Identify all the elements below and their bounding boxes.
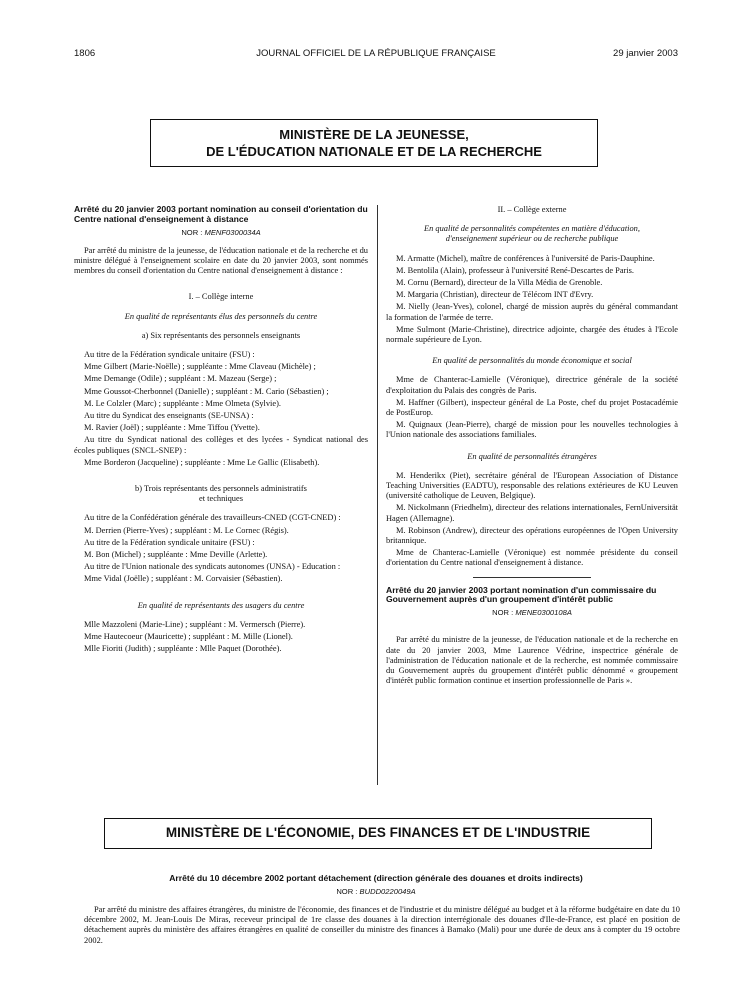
list-item: Au titre de l'Union nationale des syndicats autonomes (UNSA) - Education : bbox=[84, 562, 341, 572]
nor-label: NOR : bbox=[336, 887, 360, 896]
right-column bbox=[386, 205, 678, 689]
list-item: Au titre de la Confédération générale des travailleurs-CNED (CGT-CNED) : bbox=[84, 513, 341, 523]
list-item: Au titre du Syndicat des enseignants (SE-UNSA) : bbox=[84, 411, 254, 421]
issue-date: 29 janvier 2003 bbox=[613, 48, 678, 59]
left-column bbox=[74, 205, 368, 656]
decree-title: Arrêté du 20 janvier 2003 portant nomination d'un commissaire du Gouvernement auprès d'un groupement d'intérêt public bbox=[386, 584, 657, 605]
list-item: Mme de Chanterac-Lamielle (Véronique) est nommée présidente du conseil d'orientation du Centre national d'enseignement à distance. bbox=[386, 548, 678, 568]
decree-title: Arrêté du 10 décembre 2002 portant détachement (direction générale des douanes et droits indirects) bbox=[169, 873, 583, 883]
list-item: M. Nielly (Jean-Yves), colonel, chargé de mission auprès du général commandant la formation de l'armée de terre. bbox=[386, 302, 678, 322]
group-heading-cont: et techniques bbox=[199, 494, 243, 504]
list-item: M. Bentolila (Alain), professeur à l'université René-Descartes de Paris. bbox=[396, 265, 635, 275]
list-item: Mme Vidal (Joëlle) ; suppléant : M. Corvaisier (Sébastien). bbox=[84, 574, 283, 584]
list-item: Mme de Chanterac-Lamielle (Véronique), directrice générale de la société d'exploitation du Palais des congrès de Paris. bbox=[386, 375, 678, 395]
subsection-heading: En qualité de représentants élus des personnels du centre bbox=[124, 311, 318, 321]
list-item: Mme Gilbert (Marie-Noëlle) ; suppléante : Mme Claveau (Michèle) ; bbox=[84, 362, 316, 372]
subsection-heading: En qualité de représentants des usagers du centre bbox=[137, 600, 305, 610]
list-item: M. Derrien (Pierre-Yves) ; suppléant : M. Le Cornec (Régis). bbox=[84, 525, 289, 535]
list-item: M. Bon (Michel) ; suppléante : Mme Deville (Arlette). bbox=[84, 550, 268, 560]
subsection-heading: En qualité de personnalités compétentes en matière d'éducation, bbox=[424, 224, 640, 234]
list-item: Mme Sulmont (Marie-Christine), directrice adjointe, chargée des études à l'Ecole normale supérieure de Lyon. bbox=[386, 324, 678, 345]
list-item: Mme Goussot-Cherbonnel (Danielle) ; suppléant : M. Cario (Sébastien) ; bbox=[84, 386, 329, 396]
list-item: M. Haffner (Gilbert), inspecteur général de La Poste, chef du projet Postacadémie de PostEurop. bbox=[386, 397, 678, 418]
nor-reference bbox=[74, 228, 368, 238]
list-item: Au titre de la Fédération syndicale unitaire (FSU) : bbox=[84, 350, 255, 360]
list-item: M. Le Colzler (Marc) ; suppléante : Mme Olmeta (Sylvie). bbox=[84, 398, 281, 408]
subsection-heading-cont: d'enseignement supérieur ou de recherche publique bbox=[445, 234, 619, 244]
page-number: 1806 bbox=[74, 48, 96, 59]
decree-title: Arrêté du 20 janvier 2003 portant nomination au conseil d'orientation du Centre national d'enseignement à distance bbox=[74, 204, 368, 224]
list-item: Au titre du Syndicat national des collèges et des lycées - Syndicat national des écoles publiques (SNCL-SNEP) : bbox=[74, 435, 368, 455]
list-item: M. Robinson (Andrew), directeur des opérations européennes de l'Open University britannique. bbox=[386, 525, 678, 546]
list-item: M. Margaria (Christian), directeur de Télécom INT d'Evry. bbox=[396, 290, 594, 300]
list-item: M. Nickolmann (Friedhelm), directeur des relations internationales, FernUniversität Hagen (Allemagne). bbox=[386, 503, 678, 523]
list-item: Mlle Fioriti (Judith) ; suppléante : Mlle Paquet (Dorothée). bbox=[84, 644, 282, 654]
list-item: M. Cornu (Bernard), directeur de la Villa Média de Grenoble. bbox=[396, 278, 603, 288]
nor-label: NOR : bbox=[492, 608, 516, 618]
decree-intro: Par arrêté du ministre de la jeunesse, de l'éducation nationale et de la recherche et du ministre délégué à l'enseignement scolaire en date du 20 janvier 2003, sont nommés membres du conseil d'orientation du Centre national d'enseignement à distance : bbox=[74, 245, 368, 276]
list-item: Mlle Mazzoleni (Marie-Line) ; suppléant : M. Vermersch (Pierre). bbox=[84, 619, 306, 629]
subsection-heading: En qualité de personnalités étrangères bbox=[467, 451, 597, 461]
column-divider bbox=[377, 205, 378, 785]
list-item: M. Quignaux (Jean-Pierre), chargé de mission pour les nouvelles technologies à l'Union nationale des associations familiales. bbox=[386, 420, 678, 440]
list-item: Mme Demange (Odile) ; suppléant : M. Mazeau (Serge) ; bbox=[84, 374, 277, 384]
separator-rule bbox=[473, 577, 591, 578]
page-header bbox=[74, 48, 678, 62]
ministry-title: MINISTÈRE DE L'ÉCONOMIE, DES FINANCES ET DE L'INDUSTRIE bbox=[165, 825, 591, 840]
decree-body-text: Par arrêté du ministre des affaires étrangères, du ministre de l'économie, des finances et de l'industrie et du ministre délégué au budget et à la réforme budgétaire en date du 10 décembre 2002, M. Jean-Louis De Miras, receveur principal de 1re classe des douanes à la direction interrégionale des douanes d'Ile-de-France, est placé en position de détachement auprès du ministère des affaires étrangères en qualité de conseiller du ministre des finances à Bamako (Mali) pour une durée de deux ans à compter du 19 octobre 2002. bbox=[84, 905, 680, 945]
section-heading: II. – Collège externe bbox=[497, 205, 567, 214]
ministry-title-box bbox=[104, 818, 652, 849]
list-item: M. Ravier (Joël) ; suppléante : Mme Tiffou (Yvette). bbox=[84, 423, 260, 433]
ministry-title-line1: MINISTÈRE DE LA JEUNESSE, bbox=[279, 127, 469, 142]
nor-reference bbox=[386, 608, 678, 618]
nor-label: NOR : bbox=[181, 227, 205, 237]
group-heading: a) Six représentants des personnels enseignants bbox=[141, 330, 301, 340]
list-item: Mme Borderon (Jacqueline) ; suppléante : Mme Le Gallic (Elisabeth). bbox=[84, 457, 320, 467]
decree-body bbox=[84, 905, 680, 948]
nor-code: BUDD0220049A bbox=[359, 887, 416, 896]
list-item: M. Henderikx (Piet), secrétaire général de l'European Association of Distance Teaching Universities (EADTU), responsable des relations extérieures de KU Leuven (université catholique de Leuven, Belgique). bbox=[386, 470, 678, 501]
list-item: Au titre de la Fédération syndicale unitaire (FSU) : bbox=[84, 537, 255, 547]
ministry-title-line2: DE L'ÉDUCATION NATIONALE ET DE LA RECHERCHE bbox=[206, 144, 542, 159]
nor-reference bbox=[74, 887, 678, 896]
journal-title: JOURNAL OFFICIEL DE LA RÉPUBLIQUE FRANÇAISE bbox=[256, 48, 496, 59]
subsection-heading: En qualité de personnalités du monde économique et social bbox=[432, 356, 632, 366]
ministry-title-box bbox=[150, 119, 598, 167]
nor-code: MENF0300034A bbox=[204, 227, 261, 237]
list-item: Mme Hautecoeur (Mauricette) ; suppléant : M. Mille (Lionel). bbox=[84, 632, 293, 642]
nor-code: MENE0300108A bbox=[515, 608, 572, 618]
list-item: M. Armatte (Michel), maître de conférences à l'université de Paris-Dauphine. bbox=[396, 253, 655, 263]
group-heading: b) Trois représentants des personnels administratifs bbox=[135, 484, 307, 494]
decree-body: Par arrêté du ministre de la jeunesse, de l'éducation nationale et de la recherche en date du 20 janvier 2003, Mme Laurence Védrine, inspectrice générale de l'administration de l'éducation nationale et de la recherche, est nommée commissaire du Gouvernement auprès du groupement d'intérêt public dénommé « groupement d'intérêt public formation continue et insertion professionnelle de Paris ». bbox=[386, 635, 678, 686]
section-heading: I. – Collège interne bbox=[188, 292, 254, 302]
